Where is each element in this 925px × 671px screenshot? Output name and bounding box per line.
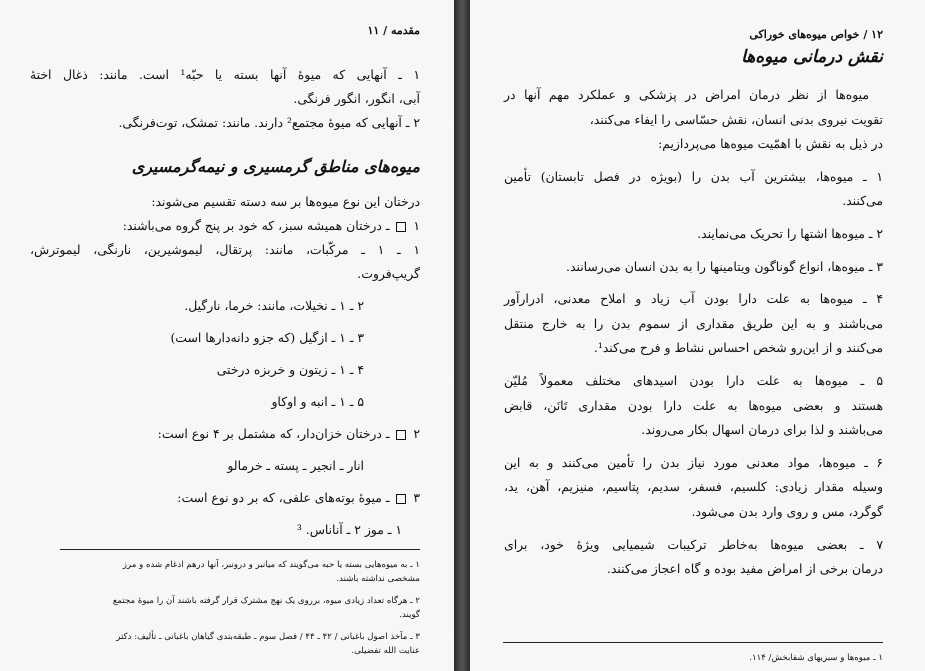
section-heading: نقش درمانی میوه‌ها [741, 47, 883, 67]
square-bullet-icon [396, 430, 406, 440]
intro-line: ۲ ـ آنهایی که میوهٔ مجتمع² دارند. مانند: تمشک، توت‌فرنگی. [118, 115, 420, 130]
footnote-line: گویند. [399, 610, 420, 620]
footnote-line: مشخصی نداشته باشند. [336, 574, 420, 584]
body-line: ۵ ـ ۱ ـ انبه و اوکاو [271, 394, 364, 409]
footnote-line: ۳ ـ مآخذ اصول باغبانی / ۴۲ ـ ۴۴ / فصل سوم ـ طبقه‌بندی گیاهان باغبانی ـ تألیف: دکتر [116, 632, 420, 642]
footnote-line: عنایت الله تفضیلی. [351, 646, 420, 656]
body-line: تقویت نیروی بدنی انسان، نقش حسّاسی را ایفاء می‌کنند، [589, 111, 883, 127]
right-page [470, 0, 925, 671]
body-line: درختان این نوع میوه‌ها بر سه دسته تقسیم می‌شوند: [151, 194, 420, 209]
body-line: گریپ‌فروت. [357, 266, 420, 281]
body-line: می‌کنند. [842, 193, 883, 209]
body-line: ۳ ـ میوهٔ بوته‌های علفی، که بر دو نوع است: [177, 490, 420, 505]
body-line: ۱ ـ میوه‌ها، بیشترین آب بدن را (بویژه در فصل تابستان) تأمین [504, 168, 883, 184]
intro-line: ۱ ـ آنهایی که میوهٔ آنها بسته یا حبّه¹ است. مانند: ذغال اختهٔ [30, 67, 420, 82]
body-line: ۱ ـ درختان همیشه سبز، که خود بر پنج گروه می‌باشند: [122, 218, 420, 233]
body-line: درمان برخی از امراض مفید بوده و گاه اعجاز می‌کنند. [606, 561, 883, 577]
body-line: ۱ ـ موز ۲ ـ آناناس. ³ [296, 522, 402, 537]
body-line: می‌باشند و به این طریق مقداری از سموم بدن را به خارج منتقل [504, 315, 883, 331]
footnote-rule [60, 549, 420, 550]
body-line: انار ـ انجیر ـ پسته ـ خرمالو [227, 458, 364, 473]
body-line: ۲ ـ ۱ ـ نخیلات، مانند: خرما، نارگیل. [184, 298, 364, 313]
body-line: ۶ ـ میوه‌ها، مواد معدنی مورد نیاز بدن را تأمین می‌کنند و به این [504, 454, 883, 470]
left-page [0, 0, 454, 671]
body-line: ۴ ـ میوه‌ها به علت دارا بودن آب زیاد و املاح معدنی، ادرارآور [504, 291, 883, 307]
left-running-head: مقدمه / ۱۱ [367, 24, 420, 37]
body-line: هستند و بعضی میوه‌ها به علت دارا بودن مقداری تَانَن، قابض [504, 397, 883, 413]
body-line: ۷ ـ بعضی میوه‌ها به‌خاطر ترکیبات شیمیایی ویژهٔ خود، برای [504, 536, 883, 552]
body-line: ۴ ـ ۱ ـ زیتون و خربزه درختی [216, 362, 364, 377]
body-line: ۳ ـ میوه‌ها، انواع گوناگون ویتامینها را به بدن انسان می‌رسانند. [566, 258, 883, 274]
body-line: می‌باشند و لذا برای درمان اسهال بکار می‌روند. [641, 422, 883, 438]
footnote-rule [503, 642, 883, 643]
book-gutter [454, 0, 470, 671]
intro-line: آبی، انگور، انگور فرنگی. [293, 91, 420, 106]
body-line: در ذیل به نقش با اهمّیت میوه‌ها می‌پردازیم: [658, 136, 883, 152]
square-bullet-icon [396, 222, 406, 232]
body-line: ۲ ـ میوه‌ها اشتها را تحریک می‌نمایند. [697, 225, 883, 241]
body-line: گوگرد، مس و روی وارد بدن می‌شود. [691, 503, 883, 519]
footnote-line: ۲ ـ هرگاه تعداد زیادی میوه، برروی یک نهج مشترک قرار گرفته باشند آن را میوهٔ مجتمع [112, 596, 420, 606]
right-running-head: ۱۲ / خواص میوه‌های خوراکی [749, 28, 883, 41]
body-line: میوه‌ها از نظر درمان امراض در پزشکی و عملکرد مهم آنها در [504, 87, 869, 102]
body-line: می‌کنند و از این‌رو شخص احساس نشاط و فرح می‌کند¹. [593, 340, 883, 356]
body-line: ۲ ـ درختان خزان‌دار، که مشتمل بر ۴ نوع است: [157, 426, 420, 441]
body-line: وسیله مقدار زیادی: کلسیم، فسفر، سدیم، پتاسیم، منیزیم، آهن، ید، [504, 479, 883, 495]
section-heading: میوه‌های مناطق گرمسیری و نیمه‌گرمسیری [131, 157, 420, 176]
footnote-line: ۱ ـ به میوه‌هایی بسته یا حبه می‌گویند که میانبر و درونبر، آنها درهم ادغام شده و مرز [122, 560, 420, 570]
body-line: ۱ ـ ۱ ـ مرکّبات، مانند: پرتقال، لیموشیرین، نارنگی، لیموترش، [30, 242, 420, 257]
body-line: ۵ ـ میوه‌ها به علت دارا بودن اسیدهای مختلف معمولاً مُلیّن [504, 372, 883, 388]
footnote-line: ۱ ـ میوه‌ها و سبزیهای شفابخش/ ۱۱۴. [749, 653, 883, 663]
body-line: ۳ ـ ۱ ـ ازگیل (که جزو دانه‌دارها است) [170, 330, 364, 345]
square-bullet-icon [396, 494, 406, 504]
